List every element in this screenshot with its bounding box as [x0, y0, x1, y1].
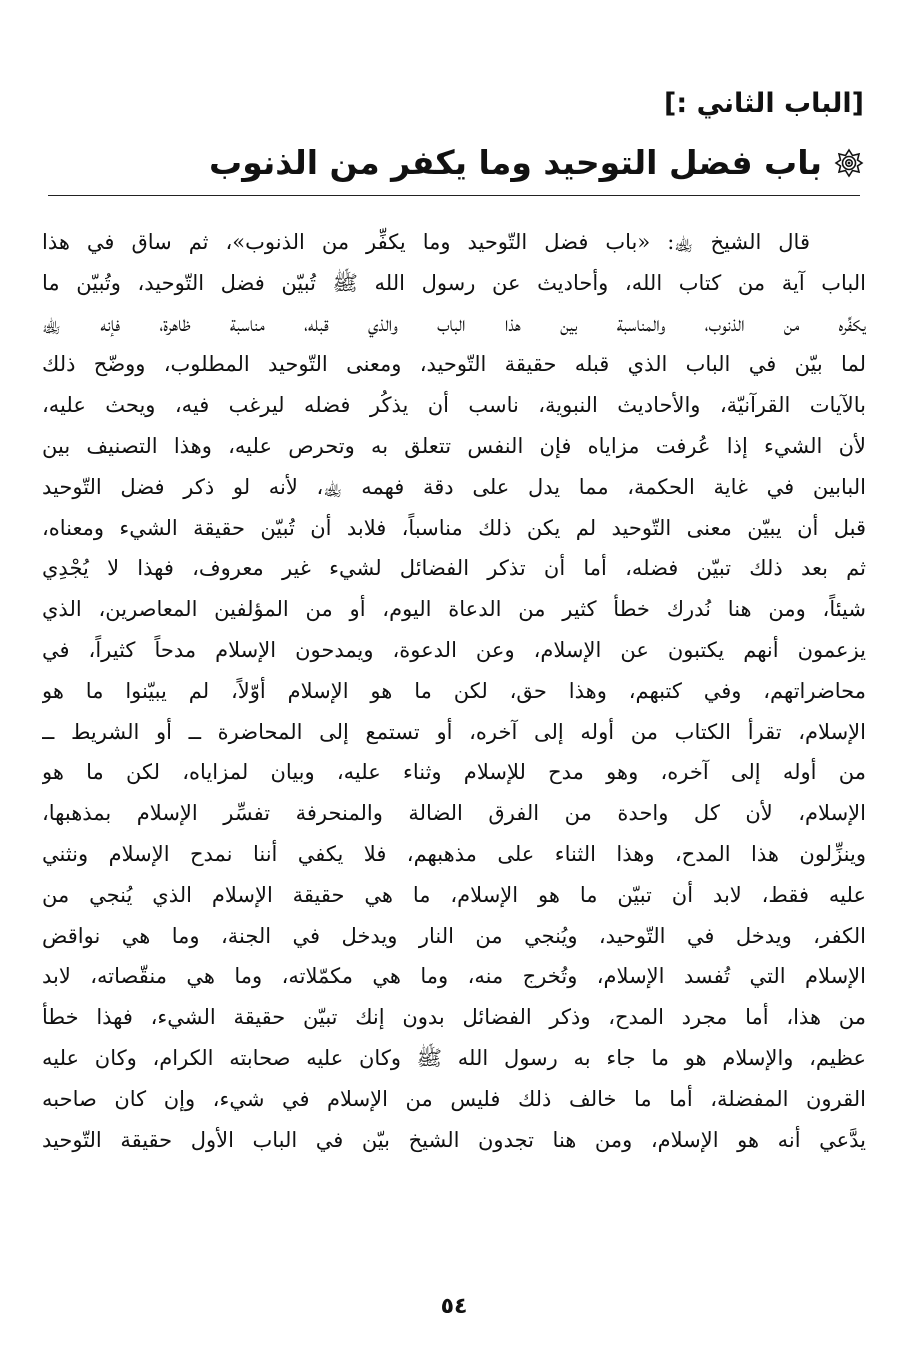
text-line: وينزِّلون هذا المدح، وهذا الثناء على مذهبهم، فلا يكفي أننا نمدح الإسلام ونثني	[42, 841, 866, 866]
text-line: قال الشيخ ﵀: «باب فضل التّوحيد وما يكفِّر من الذنوب»، ثم ساق في هذا	[42, 230, 810, 254]
text-line: القرون المفضلة، أما ما خالف ذلك فليس من الإسلام في شيء، وإن كان صاحبه	[42, 1086, 866, 1111]
text-line: عليه فقط، لابد أن تبيّن ما هو الإسلام، ما هي حقيقة الإسلام الذي يُنجي من	[42, 882, 866, 907]
title-divider	[48, 195, 860, 196]
text-line: قبل أن يبيّن معنى التّوحيد لم يكن ذلك مناسباً، فلابد أن تُبيّن حقيقة الشيء ومعناه،	[42, 515, 866, 540]
text-line: عظيم، والإسلام هو ما جاء به رسول الله ﷺ وكان عليه صحابته الكرام، وكان عليه	[42, 1045, 866, 1070]
text-line: الإسلام التي تُفسد الإسلام، وتُخرج منه، وما هي مكمّلاته، وما هي منقّصاته، لابد	[42, 964, 866, 989]
text-line: ثم بعد ذلك تبيّن فضله، أما أن تذكر الفضائل لشيء غير معروف، فهذا لا يُجْدِي	[42, 556, 866, 581]
text-line: يزعمون أنهم يكتبون عن الإسلام، وعن الدعوة، ويمدحون الإسلام مدحاً كثيراً، في	[42, 637, 866, 662]
text-line: لأن الشيء إذا عُرفت مزاياه فإن النفس تتعلق به وتحرص عليه، وهذا التصنيف بين	[42, 433, 866, 458]
text-line: محاضراتهم، وفي كتبهم، وهذا حق، لكن ما هو الإسلام أوّلاً، لم يبيّنوا ما هو	[42, 678, 866, 703]
text-line: الكفر، ويدخل في التّوحيد، ويُنجي من النار ويدخل في الجنة، وما هي نواقض	[42, 923, 866, 948]
text-line: يكفِّره من الذنوب، والمناسبة بين هذا الباب والذي قبله، مناسبة ظاهرة، فإنه ﵀	[42, 311, 866, 336]
chapter-title-row	[150, 136, 864, 190]
page-number: ٥٤	[440, 1294, 468, 1319]
text-line: البابين في غاية الحكمة، مما يدل على دقة فهمه ﵀، لأنه لو ذكر فضل التّوحيد	[42, 474, 866, 499]
chapter-title: باب فضل التوحيد وما يكفر من الذنوب	[209, 143, 822, 182]
text-line: يدَّعي أنه هو الإسلام، ومن هنا تجدون الشيخ بيّن في الباب الأول حقيقة التّوحيد	[42, 1127, 866, 1152]
ornament-star-icon	[834, 148, 864, 178]
text-line: الباب آية من كتاب الله، وأحاديث عن رسول الله ﷺ تُبيّن فضل التّوحيد، وتُبيّن ما	[42, 270, 866, 295]
body-text	[42, 222, 866, 1160]
text-line: الإسلام، تقرأ الكتاب من أوله إلى آخره، أو تستمع إلى المحاضرة ــ أو الشريط ــ	[42, 719, 866, 744]
text-line: شيئاً، ومن هنا نُدرك خطأ كثير من الدعاة اليوم، أو من المؤلفين المعاصرين، الذي	[42, 597, 866, 622]
text-line: من هذا، أما مجرد المدح، وذكر الفضائل بدون إنك تبيّن حقيقة الشيء، فهذا خطأ	[42, 1005, 866, 1030]
section-label: [الباب الثاني :]	[664, 88, 864, 119]
text-line: الإسلام، لأن كل واحدة من الفرق الضالة والمنحرفة تفسِّر الإسلام بمذهبها،	[42, 801, 866, 826]
text-line: لما بيّن في الباب الذي قبله حقيقة التّوحيد، ومعنى التّوحيد المطلوب، ووضّح ذلك	[42, 352, 866, 377]
text-line: من أوله إلى آخره، وهو مدح للإسلام وثناء عليه، وبيان لمزاياه، لكن ما هو	[42, 760, 866, 785]
text-line: بالآيات القرآنيّة، والأحاديث النبوية، ناسب أن يذكُر فضله ليرغب فيه، ويحث عليه،	[42, 393, 866, 418]
